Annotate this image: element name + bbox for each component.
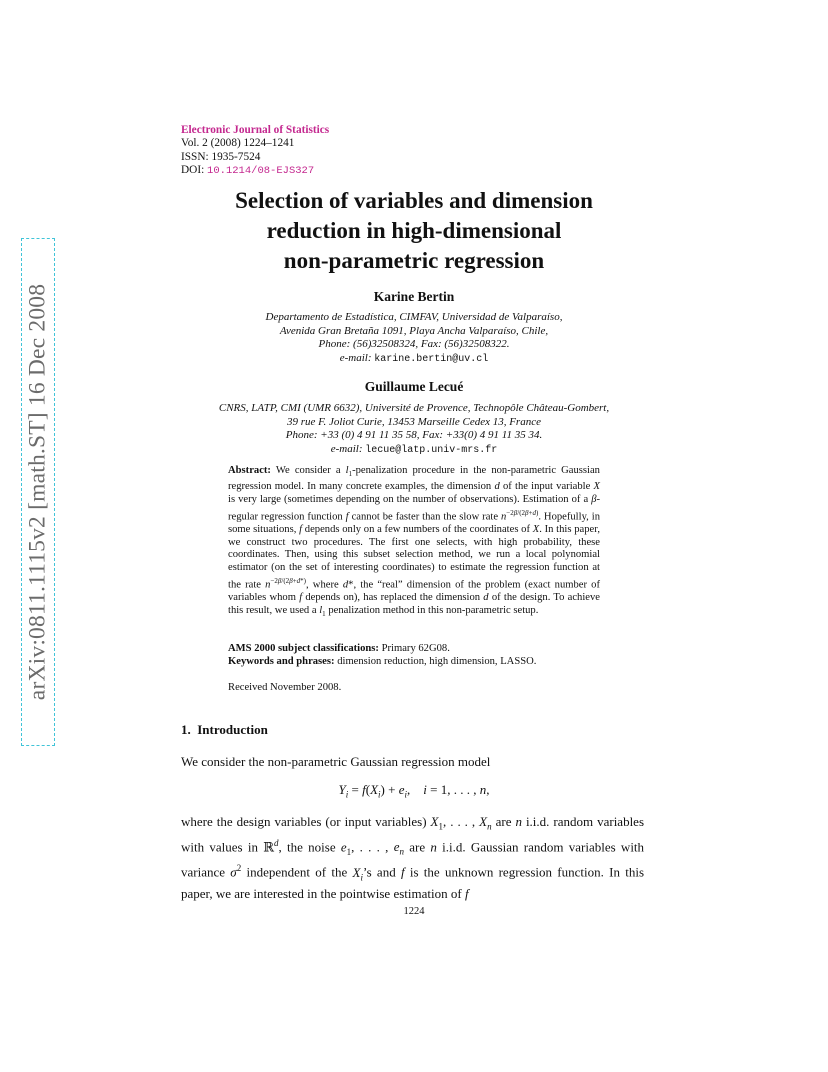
intro-text: where the design variables (or input variables) [181,814,427,829]
affil-line: 39 rue F. Joliot Curie, 13453 Marseille Cedex 13, France [287,415,541,428]
doi-link[interactable]: 10.1214/08-EJS327 [207,164,315,177]
abstract-text: -penalization procedure in the non-parametric Gaussian regression model. In many concrete examples, the dimension [228,465,600,492]
author-2-affiliation [150,402,678,457]
affil-line: Phone: +33 (0) 4 91 11 35 58, Fax: +33(0) 4 91 11 35 34. [285,429,543,442]
abstract-text: of the input variable [502,480,591,492]
abstract-text: depends on), has replaced the dimension [305,592,481,604]
abstract-text: cannot be faster than the slow rate [351,511,499,523]
received-date: Received November 2008. [228,682,342,693]
author-2-name: Guillaume Lecué [364,379,464,394]
ams-label: AMS 2000 subject classifications: [228,643,379,654]
abstract-text: , the “real” dimension of the problem (exact number of variables whom [228,579,600,604]
classifications [228,643,450,656]
page-number: 1224 [403,906,425,917]
arxiv-stamp: arXiv:0811.1115v2 [math.ST] 16 Dec 2008 [24,283,51,701]
title-line-2: reduction in high-dimensional [266,218,562,243]
affil-line: Departamento de Estadística, CIMFAV, Universidad de Valparaíso, [265,311,563,323]
email-label: e-mail: [330,442,363,455]
journal-name[interactable]: Electronic Journal of Statistics [181,124,330,136]
abstract-text: depends only on a few numbers of the coordinates of [304,523,531,535]
journal-header [181,124,329,178]
journal-volume: Vol. 2 (2008) 1224–1241 [181,137,295,150]
ams-value: Primary 62G08. [381,643,450,654]
author-2-email-line [150,443,678,458]
keywords-label: Keywords and phrases: [228,656,335,667]
intro-paragraph-1: We consider the non-parametric Gaussian regression model [181,754,491,769]
regression-equation: $Y_i = f(X_i) + e_i$, i = 1, . . . , n, [338,782,490,800]
journal-doi [181,164,329,178]
author-1-name: Karine Bertin [373,289,455,304]
doi-label: DOI: [181,163,205,176]
author-1-affiliation [150,311,678,366]
affil-line: Avenida Gran Bretaña 1091, Playa Ancha Valparaíso, Chile, [279,324,549,337]
author-2-email[interactable]: lecue@latp.univ-mrs.fr [365,444,498,456]
abstract-text: . Hopefully, in some situations, [228,511,601,535]
affil-line: CNRS, LATP, CMI (UMR 6632), Université de Provence, Technopôle Château-Gombert, [218,402,610,414]
intro-text: independent of the [246,864,348,880]
title-line-3: non-parametric regression [283,248,545,273]
intro-text: i.i.d. random variables with values in [181,814,645,855]
author-1-email-line [150,352,678,367]
intro-text: are [495,814,512,829]
intro-text: are [409,839,426,855]
affil-line: Phone: (56)32508324, Fax: (56)32508322. [318,338,510,351]
section-title: Introduction [197,722,268,737]
abstract-text: We consider a [275,465,341,476]
section-number: 1. [181,722,191,737]
abstract-text: is very large (sometimes depending on the number of observations). Estimation of a [228,493,589,505]
abstract-label: Abstract: [228,465,271,476]
abstract-text: , where [305,579,339,591]
section-heading [181,722,268,738]
abstract-text: penalization method in this non-parametric setup. [328,605,539,617]
intro-text: , the noise [278,839,336,855]
intro-paragraph-2: where the design variables (or input variables) $X_1$, . . . , $X_n$ are n i.i.d. random variables with values in ℝ$^d$, the noise $e_1$, . . . , $e_n$ are n i.i.d. Gaussian random variables with variance $\sigma^2$ independent of the $X_i’s$ and f is the unknown regression function. In this paper, we are interested in the pointwise estimation of f [181,814,645,901]
paper-title [150,186,678,276]
intro-text: is the unknown regression function. In this paper, we are interested in the pointwise estimation of [181,864,645,901]
keywords [228,656,536,669]
abstract-text: . In this paper, we construct two procedures. The first one selects, with high probability, these coordinates. Then, using this subset selection method, we run a local polynomial estimator (on the set of interesting coordinates) to estimate the regression function at the rate [228,523,600,591]
title-line-1: Selection of variables and dimension [235,188,593,213]
journal-issn: ISSN: 1935-7524 [181,150,261,163]
author-1-email[interactable]: karine.bertin@uv.cl [374,353,489,365]
abstract: Abstract: We consider a $l_1$-penalization procedure in the non-parametric Gaussian regression model. In many concrete examples, the dimension d of the input variable X is very large (sometimes depending on the number of observations). Estimation of a β-regular regression function f cannot be faster than the slow rate $n^{-2\beta/(2\beta+d)}$. Hopefully, in some situations, f depends only on a few numbers of the coordinates of X. In this paper, we construct two procedures. The first one selects, with high probability, these coordinates. Then, using this subset selection method, we run a local polynomial estimator (on the set of interesting coordinates) to estimate the regression function at the rate $n^{-2\beta/(2\beta+d*)}$, where d*, the “real” dimension of the problem (exact number of variables whom f depends on), has replaced the dimension d of the design. To achieve this result, we used a $l_1$ penalization method in this non-parametric setup. [228,465,601,619]
abstract-text: of the design. To achieve this result, we used a [228,592,600,617]
email-label: e-mail: [339,351,372,364]
abstract-text: -regular regression function [228,493,600,523]
intro-text: ’s and [363,864,396,880]
keywords-value: dimension reduction, high dimension, LASSO. [337,656,537,667]
intro-text: i.i.d. Gaussian random variables with variance [181,839,645,880]
